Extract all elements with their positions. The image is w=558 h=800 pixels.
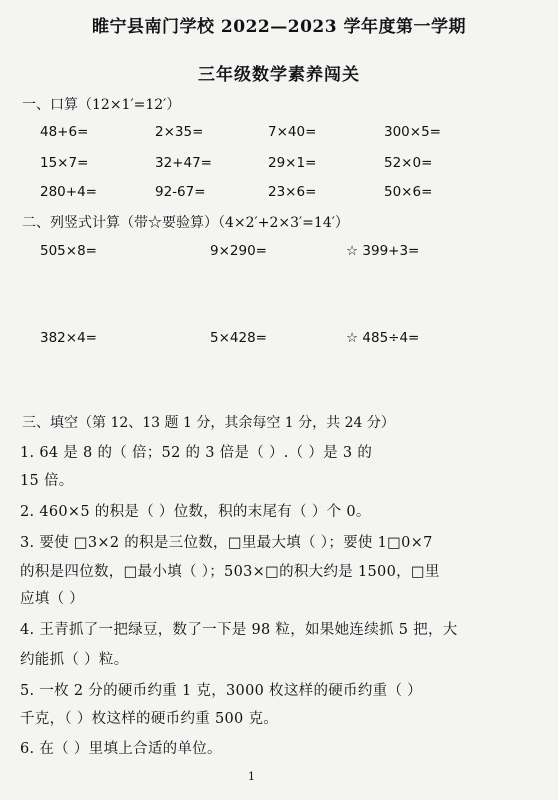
fill-line-8: 约能抓（ ）粒。 xyxy=(20,652,129,668)
fill-line-5: 的积是四位数，□最小填（ ）；503×□的积大约是 1500，□里 xyxy=(20,564,440,580)
oral-q5: 15×7= xyxy=(40,155,89,171)
vertical-q4: 382×4= xyxy=(40,330,97,346)
vertical-q6: ☆ 485÷4= xyxy=(346,330,420,346)
oral-q12: 50×6= xyxy=(384,184,433,200)
fill-line-7: 4. 王青抓了一把绿豆，数了一下是 98 粒，如果她连续抓 5 把，大 xyxy=(20,622,458,638)
vertical-q5: 5×428= xyxy=(210,330,267,346)
fill-line-2: 15 倍。 xyxy=(20,473,74,489)
oral-q1: 48+6= xyxy=(40,124,89,140)
fill-line-1: 1. 64 是 8 的（ 倍；52 的 3 倍是（ ）.（ ）是 3 的 xyxy=(20,445,373,461)
oral-q6: 32+47= xyxy=(155,155,212,171)
section3-heading: 三、填空（第 12、13 题 1 分，其余每空 1 分，共 24 分） xyxy=(22,415,395,431)
vertical-q2: 9×290= xyxy=(210,243,267,259)
oral-q9: 280+4= xyxy=(40,184,97,200)
page-number: 1 xyxy=(248,770,255,783)
oral-q8: 52×0= xyxy=(384,155,433,171)
oral-q2: 2×35= xyxy=(155,124,204,140)
school-title: 睢宁县南门学校 2022—2023 学年度第一学期 xyxy=(92,17,466,37)
section2-heading: 二、列竖式计算（带☆要验算）（4×2′+2×3′=14′） xyxy=(22,215,349,231)
fill-line-11: 6. 在（ ）里填上合适的单位。 xyxy=(20,741,222,757)
exam-title: 三年级数学素养闯关 xyxy=(198,65,360,85)
oral-q3: 7×40= xyxy=(268,124,317,140)
fill-line-4: 3. 要使 □3×2 的积是三位数，□里最大填（ ）；要使 1□0×7 xyxy=(20,535,433,551)
oral-q7: 29×1= xyxy=(268,155,317,171)
fill-line-6: 应填（ ） xyxy=(20,591,85,607)
fill-line-9: 5. 一枚 2 分的硬币约重 1 克，3000 枚这样的硬币约重（ ） xyxy=(20,683,422,699)
oral-q4: 300×5= xyxy=(384,124,441,140)
fill-line-3: 2. 460×5 的积是（ ）位数，积的末尾有（ ）个 0。 xyxy=(20,504,371,520)
vertical-q3: ☆ 399+3= xyxy=(346,243,420,259)
section1-heading: 一、口算（12×1′=12′） xyxy=(22,97,181,113)
oral-q10: 92-67= xyxy=(155,184,206,200)
fill-line-10: 千克，（ ）枚这样的硬币约重 500 克。 xyxy=(20,711,279,727)
oral-q11: 23×6= xyxy=(268,184,317,200)
vertical-q1: 505×8= xyxy=(40,243,97,259)
